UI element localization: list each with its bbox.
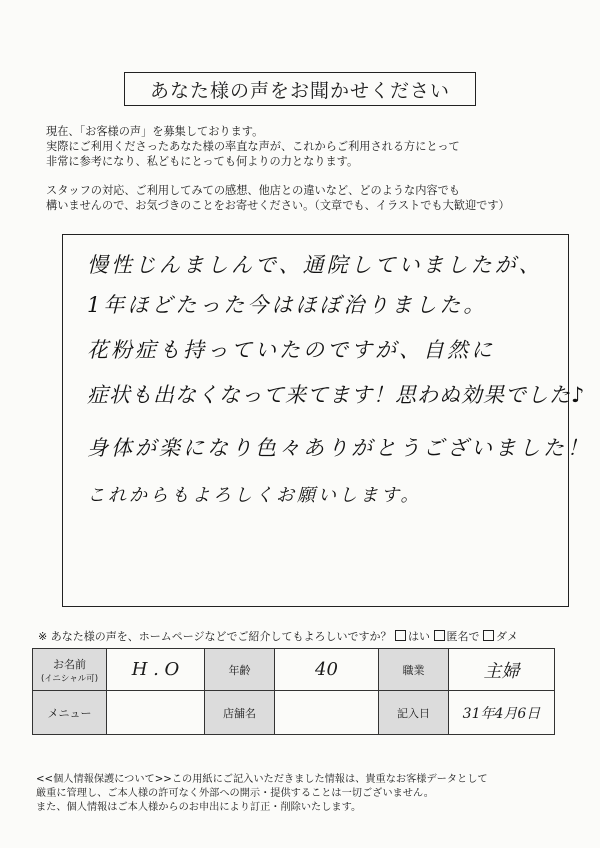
name-sublabel: (イニシャル可) [40,673,99,684]
intro-line: 現在、「お客様の声」を募集しております。 [46,125,264,138]
store-field[interactable] [275,691,379,735]
name-label-cell [33,649,107,691]
testimonial-box [62,234,591,607]
no-checkbox[interactable] [483,630,494,641]
intro-line: 構いませんので、お気づきのことをお寄せください。（文章でも、イラストでも大歓迎です） [46,199,510,212]
intro-paragraph-1 [46,124,586,169]
age-value: 40 [315,659,338,680]
job-field[interactable] [449,649,555,691]
privacy-line: 厳重に管理し、ご本人様の許可なく外部への開示・提供することは一切ございません。 [36,788,434,799]
date-value: 31年4月6日 [462,705,541,722]
testimonial-line: これからもよろしくお願いします。 [87,485,422,506]
anonymous-label: 匿名で [446,630,480,643]
job-value: 主婦 [483,660,520,682]
page-title: あなた様の声をお聞かせください [124,72,476,106]
yes-label: はい [408,630,430,643]
intro-line: 非常に参考になり、私どもにとっても何よりの力となります。 [46,155,359,168]
info-table [32,648,555,735]
name-label: お名前 [53,657,86,671]
name-field[interactable] [107,649,205,691]
testimonial-line: 慢性じんましんで、通院していましたが、 [87,253,543,277]
privacy-line: また、個人情報はご本人様からのお申出により訂正・削除いたします。 [36,802,362,813]
anonymous-checkbox[interactable] [434,630,445,641]
date-label: 記入日 [379,691,449,735]
name-value: H . O [131,659,180,680]
consent-text: ※ あなた様の声を、ホームページなどでご紹介してもよろしいですか？ [38,630,392,643]
privacy-notice [36,773,576,815]
date-field[interactable] [449,691,555,735]
intro-paragraph-2 [46,183,586,213]
age-field[interactable] [275,649,379,691]
intro-line: 実際にご利用くださったあなた様の率直な声が、これからご利用される方にとって [46,140,460,153]
testimonial-line: 花粉症も持っていたのですが、自然に [87,338,495,362]
testimonial-line: 1年ほどたった今はほぼ治りました。 [87,293,488,317]
store-label: 店舗名 [205,691,275,735]
consent-question [38,628,518,644]
job-label: 職業 [379,649,449,691]
menu-label: メニュー [33,691,107,735]
privacy-line: <<個人情報保護について>>この用紙にご記入いただきました情報は、貴重なお客様データとして [36,774,488,785]
testimonial-line: 身体が楽になり色々ありがとうございました！ [87,436,591,460]
no-label: ダメ [496,630,518,643]
yes-checkbox[interactable] [395,630,406,641]
age-label: 年齢 [205,649,275,691]
menu-field[interactable] [107,691,205,735]
intro-line: スタッフの対応、ご利用してみての感想、他店との違いなど、どのような内容でも [46,184,460,197]
testimonial-line: 症状も出なくなって来てます！思わぬ効果でした♪ [87,383,586,407]
